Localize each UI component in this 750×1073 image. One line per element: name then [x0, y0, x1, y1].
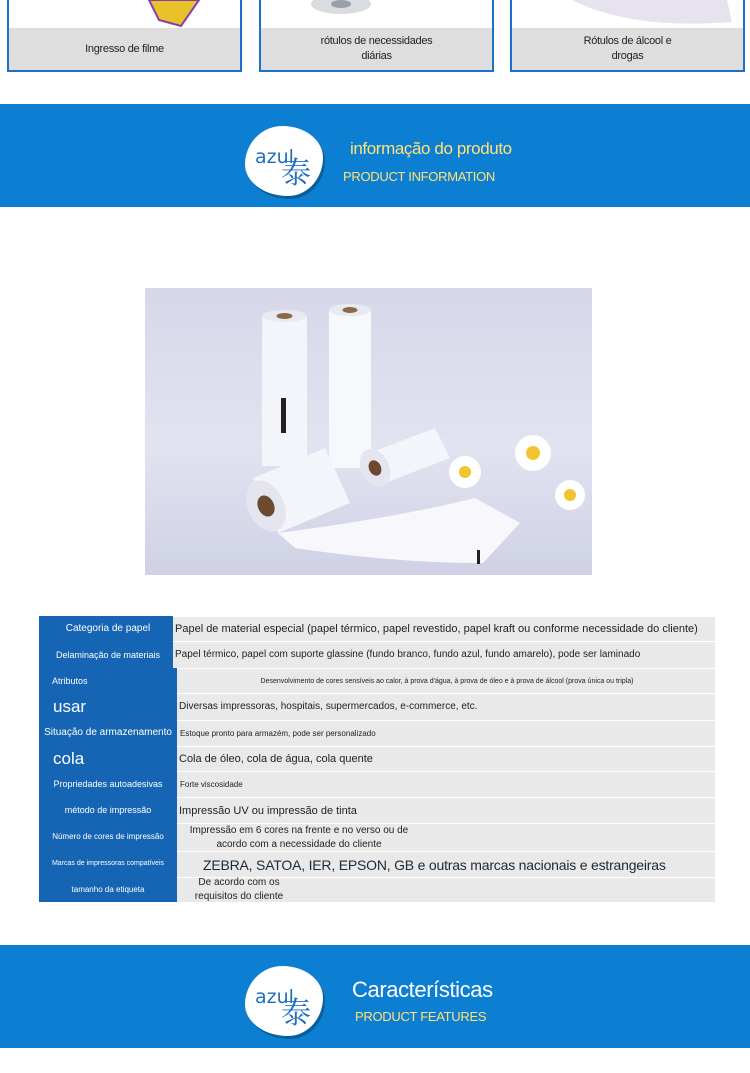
row-value: [177, 877, 715, 902]
category-card-film-ticket[interactable]: [7, 0, 242, 72]
label-roll-image-icon: [261, 0, 492, 28]
ticket-image-icon: [9, 0, 240, 28]
row-label: tamanho da etiqueta: [39, 877, 177, 902]
row-label: Delaminação de materiais: [39, 641, 177, 668]
row-value-text: Impressão em 6 cores na frente e no verso ou de acordo com a necessidade do cliente: [189, 824, 409, 850]
label-sheet-image-icon: [512, 0, 743, 28]
table-row: [39, 877, 715, 902]
row-value: Papel térmico, papel com suporte glassine (fundo branco, fundo azul, fundo amarelo), pode ser laminado: [173, 641, 715, 668]
product-photo: [145, 288, 592, 575]
row-label: Atributos: [39, 668, 177, 693]
table-row: [39, 616, 715, 641]
brand-logo: [245, 126, 325, 198]
category-thumbnail: [512, 0, 743, 28]
table-row: [39, 720, 715, 746]
banner-title: informação do produto: [350, 139, 512, 158]
row-label: método de impressão: [39, 797, 177, 823]
table-row: [39, 746, 715, 771]
row-label: Propriedades autoadesivas: [39, 771, 177, 797]
category-thumbnail: [9, 0, 240, 28]
category-label: Ingresso de filme: [9, 28, 240, 70]
category-label-text: rótulos de necessidades diárias: [320, 35, 433, 62]
product-features-banner: [0, 945, 750, 1048]
row-label: Situação de armazenamento: [39, 720, 177, 746]
row-value: Papel de material especial (papel térmico, papel revestido, papel kraft ou conforme necessidade do cliente): [173, 616, 715, 641]
category-thumbnail: [261, 0, 492, 28]
category-label: [261, 28, 492, 70]
category-label: [512, 28, 743, 70]
row-value-text: Desenvolvimento de cores sensíveis ao calor, à prova d'água, à prova de óleo e à prova de álcool (prova única ou tripla): [260, 677, 634, 685]
category-card-alcohol-labels[interactable]: [510, 0, 745, 72]
row-label: usar: [39, 693, 177, 720]
logo-text: azul: [255, 146, 294, 168]
table-row: [39, 668, 715, 693]
table-row: [39, 797, 715, 823]
logo-glyph-icon: 泰: [281, 996, 311, 1031]
product-information-banner: [0, 104, 750, 207]
row-value-text: De acordo com os requisitos do cliente: [194, 877, 284, 902]
row-value: [177, 668, 715, 693]
banner-subtitle: PRODUCT FEATURES: [355, 1009, 487, 1024]
table-row: [39, 851, 715, 877]
flower-icon: [449, 435, 585, 510]
row-value: [177, 823, 715, 851]
thermal-paper-rolls-image: [145, 288, 592, 575]
row-value: Cola de óleo, cola de água, cola quente: [177, 746, 715, 771]
logo-glyph-icon: 泰: [281, 156, 311, 191]
table-row: [39, 823, 715, 851]
row-value: Impressão UV ou impressão de tinta: [177, 797, 715, 823]
logo-text: azul: [255, 986, 294, 1008]
table-row: [39, 641, 715, 668]
row-value: Diversas impressoras, hospitais, supermercados, e-commerce, etc.: [177, 693, 715, 720]
banner-subtitle: PRODUCT INFORMATION: [343, 169, 495, 184]
row-label: cola: [39, 746, 177, 771]
category-label-text: Rótulos de álcool e drogas: [583, 35, 672, 62]
row-value: Forte viscosidade: [177, 771, 715, 797]
brand-logo: [245, 966, 325, 1038]
row-label: Categoria de papel: [39, 616, 177, 641]
category-card-daily-labels[interactable]: [259, 0, 494, 72]
table-row: [39, 771, 715, 797]
row-label: Marcas de impressoras compatíveis: [39, 851, 177, 877]
row-label: Número de cores de impressão: [39, 823, 177, 851]
row-value: Estoque pronto para armazém, pode ser personalizado: [177, 720, 715, 746]
row-value: ZEBRA, SATOA, IER, EPSON, GB e outras marcas nacionais e estrangeiras: [177, 851, 715, 877]
banner-title: Características: [352, 977, 493, 1002]
table-row: [39, 693, 715, 720]
